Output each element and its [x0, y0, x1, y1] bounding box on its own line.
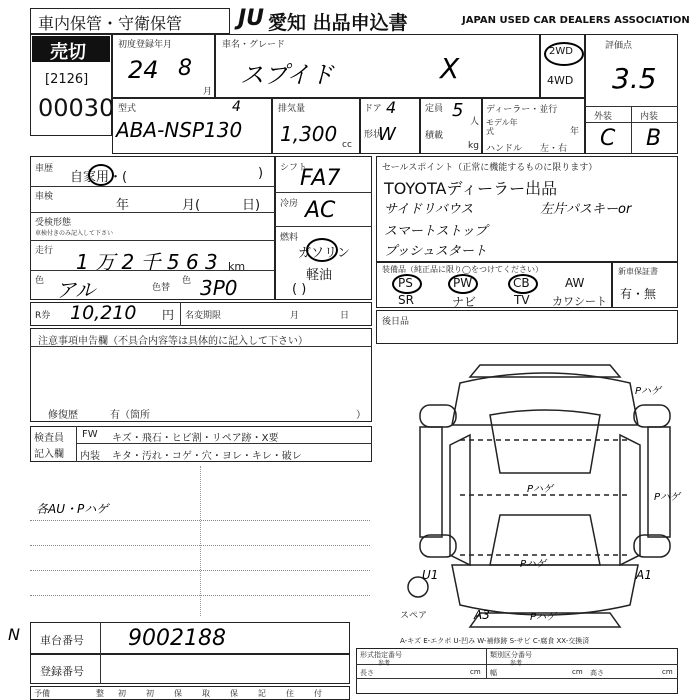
shift-label: シフト: [280, 163, 308, 173]
lot-number: 00030: [38, 94, 115, 122]
color-value: アル: [56, 278, 96, 302]
interior-label: 内装: [640, 112, 659, 122]
notes-label: 注意事項申告欄（不具合内容等は具体的に記入して下さい）: [38, 336, 308, 347]
history-circle: [88, 164, 114, 186]
shape-label: 形状: [364, 130, 383, 140]
inspector-label2: 記入欄: [34, 449, 64, 460]
after-date-label: 後日品: [382, 317, 410, 327]
fw-items: キズ・飛石・ヒビ割・リペア跡・X要: [112, 433, 279, 444]
equip-pw: PW: [453, 276, 473, 290]
registration-year: 24: [128, 56, 159, 84]
recycle-unit: 円: [162, 308, 175, 322]
exterior-grade: C: [600, 126, 616, 151]
inspection-year: 年: [116, 198, 130, 213]
car-name-label: 車名・グレード: [222, 40, 286, 50]
inspector-note: 各AU・Pハゲ: [36, 502, 109, 516]
selling-line2b: 左片パスキーor: [540, 202, 632, 217]
reg-label: 登録番号: [40, 665, 84, 678]
equipment-label: 装備品（純正品に限り◯をつけてください）: [382, 265, 543, 274]
selling-line4: プッシュスタート: [384, 244, 487, 259]
selling-points-label: セールスポイント（正常に機能するものに限ります）: [382, 163, 598, 173]
mileage-unit: km: [228, 260, 246, 273]
model-label: 型式: [118, 104, 137, 114]
form-title: 愛知 出品申込書: [268, 12, 408, 34]
fuel-circle: [306, 238, 338, 262]
selling-line3: スマートストップ: [384, 224, 488, 239]
bottom-item-5: 取: [202, 689, 210, 698]
bottom-item-6: 保: [230, 689, 238, 698]
inspector-label1: 検査員: [34, 433, 64, 444]
dmg-label-3: Pハゲ: [527, 484, 554, 495]
form-ref-label: 参考: [378, 660, 391, 667]
repair-value: 有（箇所: [110, 410, 150, 421]
model-year-label: モデル年式: [486, 118, 518, 136]
shape-value: W: [378, 124, 396, 145]
english-title: JAPAN USED CAR DEALERS ASSOCIATION: [462, 15, 690, 26]
bottom-item-1: 整: [96, 689, 104, 698]
model-year-unit: 年: [570, 127, 580, 137]
dmg-label-1: Pハゲ: [635, 386, 662, 397]
equip-seat: カワシート: [552, 295, 607, 308]
load-unit: kg: [468, 141, 479, 151]
interior-grade: B: [646, 126, 662, 151]
equip-cb-circle: [508, 274, 538, 294]
dmg-label-4: Pハゲ: [520, 559, 547, 570]
bottom-item-0: 予備: [34, 689, 50, 698]
registration-month-unit: 月: [203, 87, 213, 97]
bottom-item-7: 記: [258, 689, 266, 698]
cooler-label: 冷房: [280, 199, 299, 209]
storage-label: 車内保管・守衛保管: [38, 14, 183, 33]
class-ref-label: 参考: [510, 660, 523, 667]
width-unit: cm: [572, 668, 583, 676]
int-items: キタ・汚れ・コゲ・穴・ヨレ・キレ・破レ: [112, 451, 302, 462]
equip-cb: CB: [513, 276, 530, 290]
equip-navi: ナビ: [452, 295, 477, 309]
score-value: 3.5: [612, 62, 657, 95]
spare-label: スペア: [400, 611, 428, 621]
grade-mark: X: [440, 52, 460, 85]
equip-sr: SR: [398, 293, 414, 307]
fw-label: FW: [82, 429, 98, 440]
bottom-item-9: 付: [314, 689, 322, 698]
class-no-label: 類別区分番号: [490, 651, 532, 659]
displacement-unit: cc: [342, 140, 352, 150]
bottom-strip: [30, 686, 350, 700]
code-label: [2126]: [45, 72, 89, 87]
equip-tv: TV: [514, 293, 530, 307]
doors-value: 4: [386, 98, 397, 117]
ju-logo: JU: [238, 6, 265, 31]
mileage-label: 走行: [35, 246, 54, 256]
dmg-label-u1: U1: [422, 568, 439, 582]
recycle-label: R券: [35, 311, 51, 321]
inspection-type-label: 受検形態: [35, 218, 72, 228]
car-diagram: [400, 355, 690, 640]
history-value: 自家用・(: [70, 170, 128, 185]
sold-label: 売切: [50, 42, 86, 63]
bottom-item-4: 保: [174, 689, 182, 698]
inspection-type-note: 車検付きのみ記入して下さい: [35, 230, 114, 237]
width-label: 幅: [490, 669, 497, 677]
shift-value: FA7: [300, 166, 341, 191]
score-label: 評価点: [605, 41, 633, 51]
selling-line2: サイドリバウス: [384, 202, 474, 217]
history-paren: ): [258, 166, 264, 181]
displacement-label: 排気量: [278, 104, 306, 114]
rename-month: 月: [290, 311, 300, 321]
handle-label: ハンドル: [486, 144, 523, 154]
damage-legend: A-キズ E-エクボ U-凹み W-補修跡 S-サビ C-腐食 XX-交換済: [400, 637, 590, 645]
color-label: 色: [35, 276, 45, 286]
registration-label: 初度登録年月: [118, 40, 173, 50]
equip-pw-circle: [448, 274, 478, 294]
recycle-value: 10,210: [70, 302, 137, 324]
capacity-label: 定員: [425, 104, 444, 114]
handle-value: 左・右: [540, 144, 568, 154]
dmg-label-a1: A1: [636, 568, 652, 582]
fourwd-label: 4WD: [547, 74, 574, 87]
dmg-label-a3: A3: [474, 608, 490, 622]
length-unit: cm: [470, 668, 481, 676]
load-label: 積載: [425, 131, 444, 141]
inspection-month: 月(: [182, 198, 201, 213]
fuel-label: 燃料: [280, 233, 299, 243]
form-no-label: 形式指定番号: [360, 651, 402, 659]
bottom-item-8: 住: [286, 689, 294, 698]
model-note: 4: [232, 99, 241, 115]
dmg-label-5: Pハゲ: [530, 612, 557, 623]
inspection-day: 日): [242, 198, 261, 213]
chassis-value: 9002188: [128, 626, 226, 651]
height-unit: cm: [662, 668, 673, 676]
registration-month: 8: [178, 56, 192, 81]
fuel-diesel: 軽油: [306, 268, 333, 283]
fuel-value: ガソリン: [298, 246, 351, 261]
int-label: 内装: [80, 451, 100, 462]
fuel-paren: ( ): [292, 282, 307, 297]
equip-ps: PS: [398, 276, 413, 290]
capacity-unit: 人: [470, 117, 480, 127]
chassis-label: 車台番号: [40, 634, 84, 647]
twowd-label: 2WD: [549, 46, 573, 57]
capacity-value: 5: [452, 100, 464, 121]
color-code: 3P0: [200, 276, 238, 300]
bottom-item-3: 初: [146, 689, 154, 698]
mileage-value: 1 万 2 千 5 6 3: [76, 250, 218, 274]
color-change-label: 色替: [152, 283, 171, 293]
length-label: 長さ: [360, 669, 374, 677]
history-label: 車歴: [35, 164, 54, 174]
car-name: スプイド: [240, 61, 334, 89]
insurance-value: 有・無: [620, 287, 657, 301]
dealer-label: ディーラー・並行: [486, 105, 558, 115]
color-code-label: 色: [182, 276, 192, 286]
equip-aw: AW: [565, 276, 585, 290]
equip-ps-circle: [392, 274, 422, 294]
cooler-value: AC: [305, 198, 336, 223]
repair-label: 修復歴: [48, 410, 78, 421]
height-label: 高さ: [590, 669, 604, 677]
selling-line1: TOYOTAディーラー出品: [384, 179, 558, 198]
after-date-box: [376, 310, 678, 344]
model-value: ABA-NSP130: [116, 118, 243, 142]
rename-label: 名変期限: [185, 311, 222, 321]
bottom-item-2: 初: [118, 689, 126, 698]
rename-day: 日: [340, 311, 350, 321]
insurance-label: 新車保証書: [618, 267, 658, 276]
repair-close: ）: [356, 410, 366, 421]
inspection-label: 車検: [35, 192, 54, 202]
displacement-value: 1,300: [280, 122, 338, 146]
footer-mark: N: [8, 625, 20, 644]
exterior-label: 外装: [594, 112, 613, 122]
dmg-label-2: Pハゲ: [654, 492, 681, 503]
doors-label: ドア: [364, 104, 382, 114]
